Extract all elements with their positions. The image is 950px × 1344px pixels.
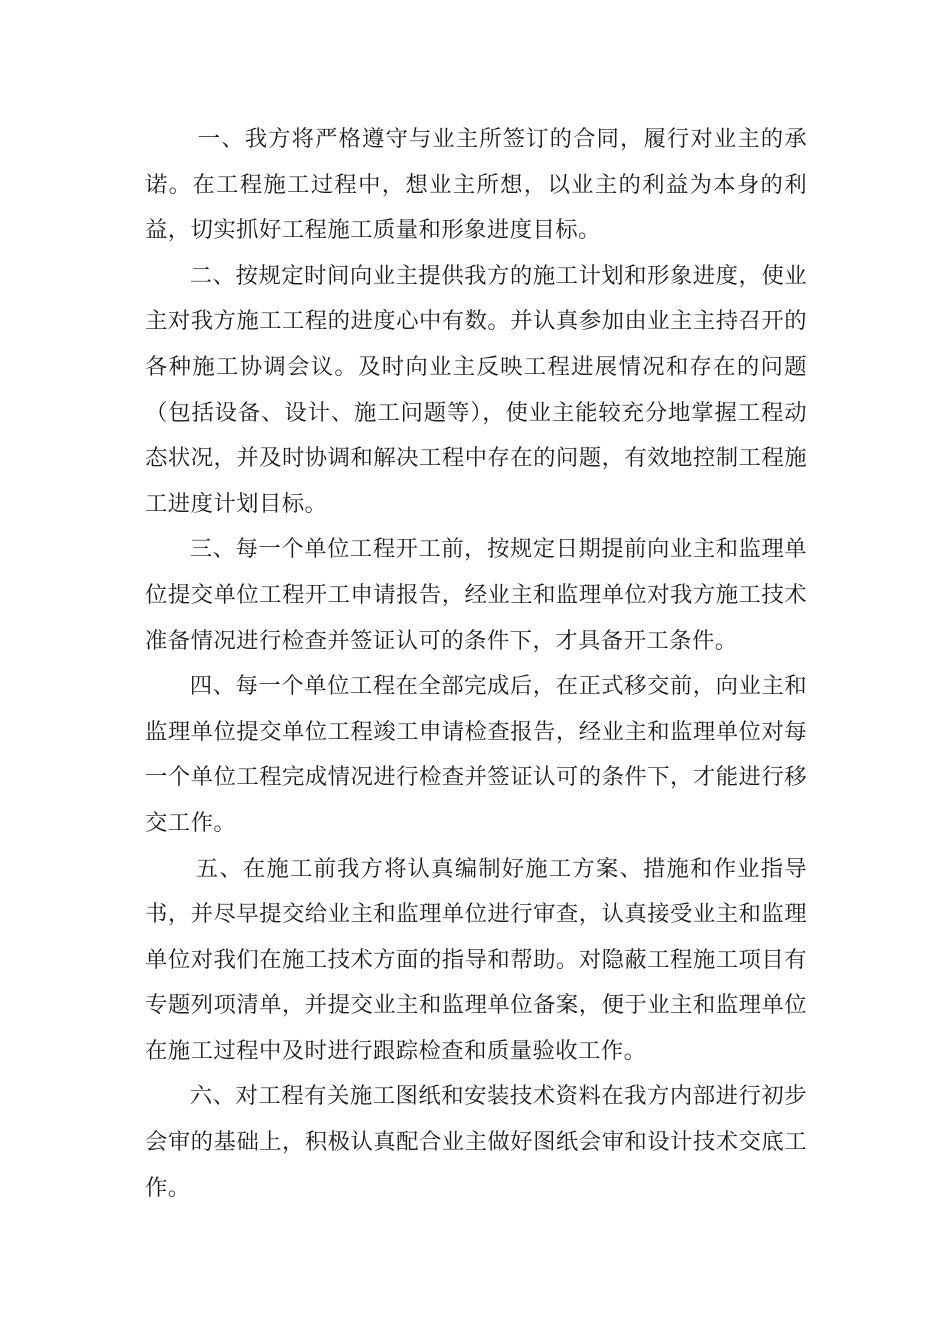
paragraph-1: 一、我方将严格遵守与业主所签订的合同，履行对业主的承诺。在工程施工过程中，想业主所想，以业主的利益为本身的利益，切实抓好工程施工质量和形象进度目标。	[145, 126, 807, 244]
paragraph-3: 三、每一个单位工程开工前，按规定日期提前向业主和监理单位提交单位工程开工申请报告，经业主和监理单位对我方施工技术准备情况进行检查并签证认可的条件下，才具备开工条件。	[145, 536, 807, 654]
paragraph-5: 五、在施工前我方将认真编制好施工方案、措施和作业指导书，并尽早提交给业主和监理单位进行审查，认真接受业主和监理单位对我们在施工技术方面的指导和帮助。对隐蔽工程施工项目有专题列项清单，并提交业主和监理单位备案，便于业主和监理单位在施工过程中及时进行跟踪检查和质量验收工作。	[145, 855, 807, 1064]
paragraph-4: 四、每一个单位工程在全部完成后，在正式移交前，向业主和监理单位提交单位工程竣工申请检查报告，经业主和监理单位对每一个单位工程完成情况进行检查并签证认可的条件下，才能进行移交工作。	[145, 673, 807, 836]
document-body	[145, 117, 807, 1211]
paragraph-2: 二、按规定时间向业主提供我方的施工计划和形象进度，使业主对我方施工工程的进度心中有数。并认真参加由业主主持召开的各种施工协调会议。及时向业主反映工程进展情况和存在的问题（包括设备、设计、施工问题等），使业主能较充分地掌握工程动态状况，并及时协调和解决工程中存在的问题，有效地控制工程施工进度计划目标。	[145, 262, 807, 517]
paragraph-6: 六、对工程有关施工图纸和安装技术资料在我方内部进行初步会审的基础上，积极认真配合业主做好图纸会审和设计技术交底工作。	[145, 1083, 807, 1201]
